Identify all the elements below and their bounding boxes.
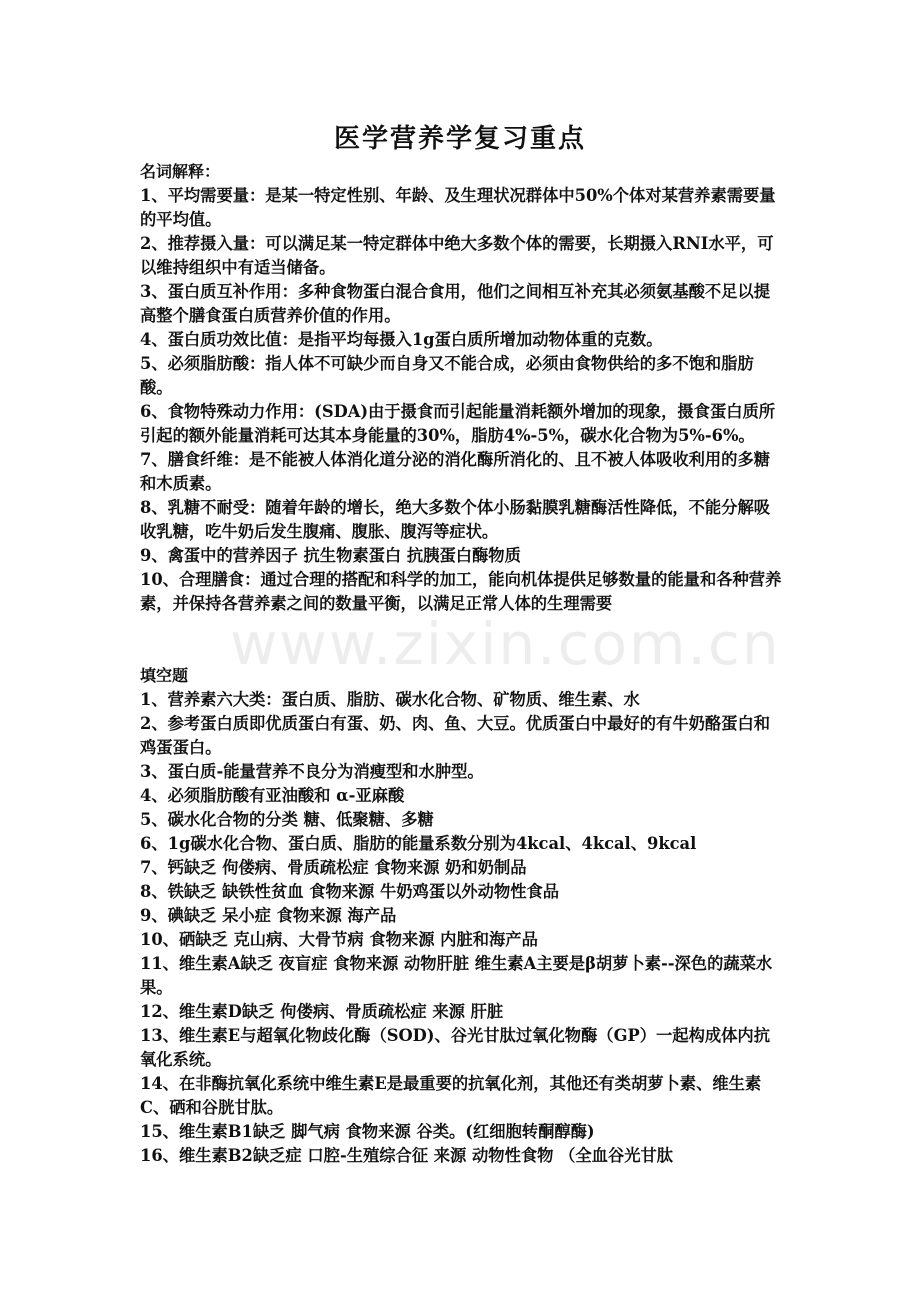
list-item: 6、食物特殊动力作用：(SDA)由于摄食而引起能量消耗额外增加的现象，摄食蛋白质所引起的额外能量消耗可达其本身能量的30%，脂肪4%-5%，碳水化合物为5%-6%。 (140, 402, 776, 445)
list-item: 2、推荐摄入量：可以满足某一特定群体中绝大多数个体的需要，长期摄入RNI水平，可以维持组织中有适当储备。 (140, 234, 774, 277)
watermark: www.zixin.com.cn (230, 610, 781, 678)
list-item: 8、铁缺乏 缺铁性贫血 食物来源 牛奶鸡蛋以外动物性食品 (140, 882, 560, 901)
section-definitions (140, 160, 785, 616)
list-item: 10、硒缺乏 克山病、大骨节病 食物来源 内脏和海产品 (140, 930, 538, 949)
list-item: 3、蛋白质互补作用：多种食物蛋白混合食用，他们之间相互补充其必须氨基酸不足以提高整个膳食蛋白质营养价值的作用。 (140, 282, 771, 325)
list-item: 16、维生素B2缺乏症 口腔-生殖综合征 来源 动物性食物 （全血谷光甘肽 (140, 1146, 674, 1165)
section-spacer (140, 616, 785, 664)
list-item: 1、营养素六大类：蛋白质、脂肪、碳水化合物、矿物质、维生素、水 (140, 690, 640, 709)
list-item: 8、乳糖不耐受：随着年龄的增长，绝大多数个体小肠黏膜乳糖酶活性降低，不能分解吸收乳糖，吃牛奶后发生腹痛、腹胀、腹泻等症状。 (140, 498, 771, 541)
section-fill-in (140, 664, 785, 1168)
list-item: 2、参考蛋白质即优质蛋白有蛋、奶、肉、鱼、大豆。优质蛋白中最好的有牛奶酪蛋白和鸡蛋蛋白。 (140, 714, 771, 757)
list-item: 5、必须脂肪酸：指人体不可缺少而自身又不能合成，必须由食物供给的多不饱和脂肪酸。 (140, 354, 754, 397)
list-item: 13、维生素E与超氧化物歧化酶（SOD)、谷光甘肽过氧化物酶（GP）一起构成体内抗氧化系统。 (140, 1026, 770, 1069)
page-title: 医学营养学复习重点 (333, 124, 586, 154)
section-heading: 名词解释： (140, 162, 221, 181)
list-item: 12、维生素D缺乏 佝偻病、骨质疏松症 来源 肝脏 (140, 1002, 504, 1021)
list-item: 6、1g碳水化合物、蛋白质、脂肪的能量系数分别为4kcal、4kcal、9kcal (140, 834, 697, 853)
list-item: 11、维生素A缺乏 夜盲症 食物来源 动物肝脏 维生素A主要是β胡萝卜素--深色的蔬菜水果。 (140, 954, 773, 997)
list-item: 4、蛋白质功效比值：是指平均每摄入1g蛋白质所增加动物体重的克数。 (140, 330, 663, 349)
list-item: 7、钙缺乏 佝偻病、骨质疏松症 食物来源 奶和奶制品 (140, 858, 527, 877)
list-item: 4、必须脂肪酸有亚油酸和 α-亚麻酸 (140, 786, 405, 805)
list-item: 7、膳食纤维：是不能被人体消化道分泌的消化酶所消化的、且不被人体吸收利用的多糖和木质素。 (140, 450, 771, 493)
section-heading: 填空题 (140, 666, 189, 685)
list-item: 1、平均需要量：是某一特定性别、年龄、及生理状况群体中50%个体对某营养素需要量的平均值。 (140, 186, 776, 229)
list-item: 9、碘缺乏 呆小症 食物来源 海产品 (140, 906, 397, 925)
list-item: 10、合理膳食：通过合理的搭配和科学的加工，能向机体提供足够数量的能量和各种营养素，并保持各营养素之间的数量平衡，以满足正常人体的生理需要 (140, 570, 782, 613)
list-item: 3、蛋白质-能量营养不良分为消瘦型和水肿型。 (140, 762, 484, 781)
list-item: 9、禽蛋中的营养因子 抗生物素蛋白 抗胰蛋白酶物质 (140, 546, 521, 565)
document-body (140, 160, 785, 1168)
list-item: 15、维生素B1缺乏 脚气病 食物来源 谷类。(红细胞转酮醇酶) (140, 1122, 595, 1141)
list-item: 14、在非酶抗氧化系统中维生素E是最重要的抗氧化剂，其他还有类胡萝卜素、维生素C、硒和谷胱甘肽。 (140, 1074, 762, 1117)
list-item: 5、碳水化合物的分类 糖、低聚糖、多糖 (140, 810, 434, 829)
